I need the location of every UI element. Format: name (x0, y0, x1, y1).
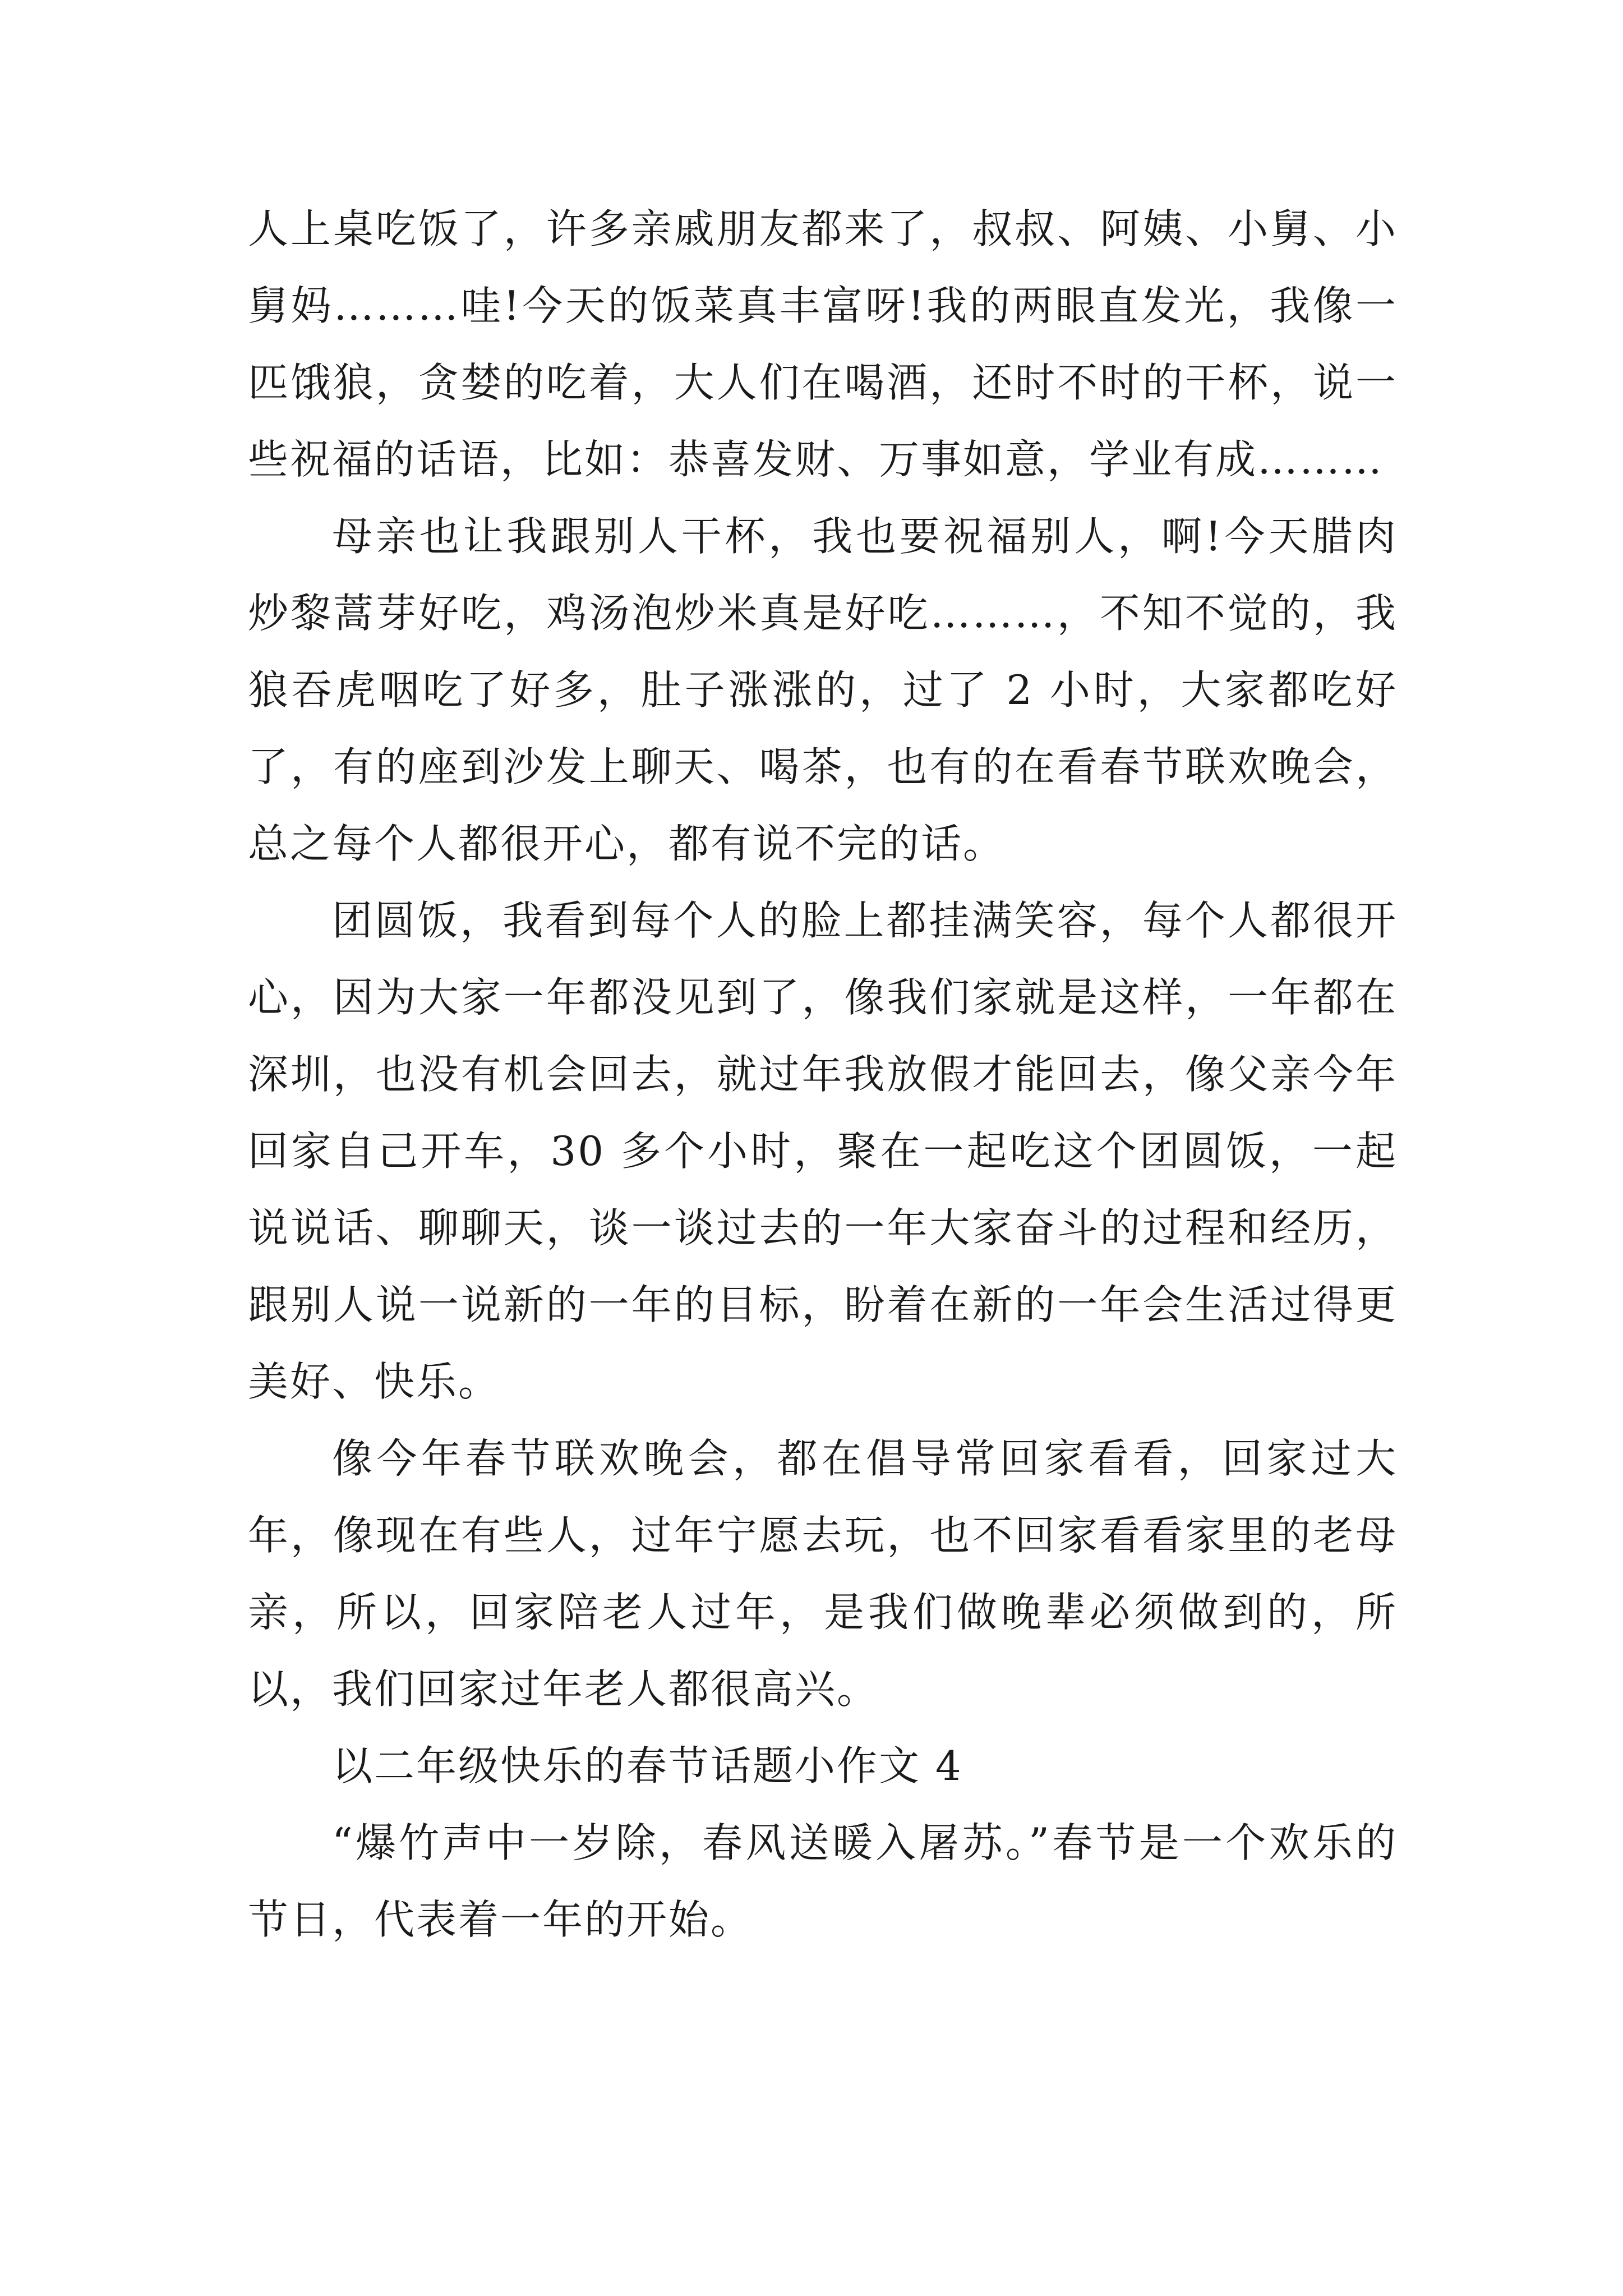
paragraph-4: 像今年春节联欢晚会，都在倡导常回家看看，回家过大年，像现在有些人，过年宁愿去玩，也不回家看看家里的老母亲，所以，回家陪老人过年，是我们做晚辈必须做到的，所以，我们回家过年老人都很高兴。 (248, 1435, 1398, 1713)
paragraph-1: 人上桌吃饭了，许多亲戚朋友都来了，叔叔、阿姨、小舅、小舅妈………哇!今天的饭菜真丰富呀!我的两眼直发光，我像一匹饿狼，贪婪的吃着，大人们在喝酒，还时不时的干杯，说一些祝福的话语，比如：恭喜发财、万事如意，学业有成……… (248, 205, 1398, 483)
section-heading: 以二年级快乐的春节话题小作文 4 (332, 1742, 963, 1789)
paragraph-5: “爆竹声中一岁除，春风送暖入屠苏。”春节是一个欢乐的节日，代表着一年的开始。 (248, 1819, 1398, 1943)
paragraph-2: 母亲也让我跟别人干杯，我也要祝福别人，啊!今天腊肉炒黎蒿芽好吃，鸡汤泡炒米真是好吃………，不知不觉的，我狼吞虎咽吃了好多，肚子涨涨的，过了 2 小时，大家都吃好了，有的座到沙发上聊天、喝茶，也有的在看春节联欢晚会，总之每个人都很开心，都有说不完的话。 (248, 513, 1398, 867)
paragraph-3: 团圆饭，我看到每个人的脸上都挂满笑容，每个人都很开心，因为大家一年都没见到了，像我们家就是这样，一年都在深圳，也没有机会回去，就过年我放假才能回去，像父亲今年回家自己开车，30 多个小时，聚在一起吃这个团圆饭，一起说说话、聊聊天，谈一谈过去的一年大家奋斗的过程和经历，跟别人说一说新的一年的目标，盼着在新的一年会生活过得更美好、快乐。 (248, 897, 1398, 1405)
document-body (248, 191, 1398, 1958)
